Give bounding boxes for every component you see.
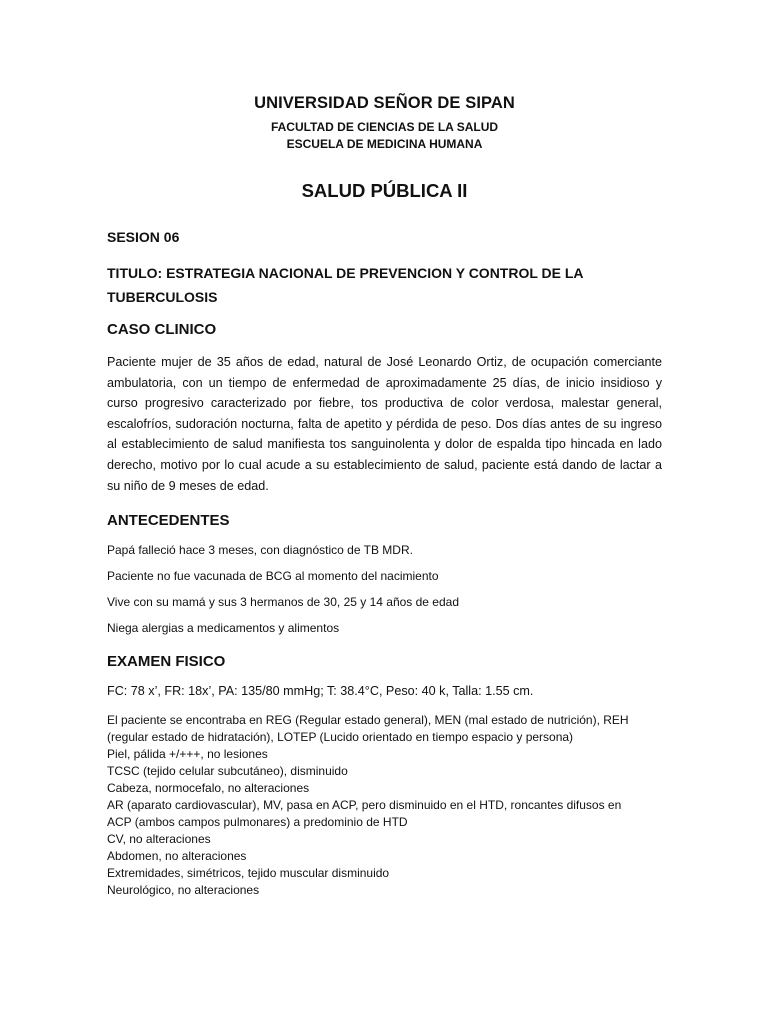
university-name: UNIVERSIDAD SEÑOR DE SIPAN	[254, 94, 515, 112]
case-text: Paciente mujer de 35 años de edad, natural de José Leonardo Ortiz, de ocupación comerciante ambulatoria, con un tiempo de enfermedad de aproximadamente 25 días, de inicio insidioso y curso progresivo caracterizado por fiebre, tos productiva de color verdosa, malestar general, escalofríos, sudoración nocturna, falta de apetito y pérdida de peso. Dos días antes de su ingreso al establecimiento de salud manifiesta tos sanguinolenta y dolor de espalda tipo hincada en lado derecho, motivo por lo cual acude a su establecimiento de salud, paciente está dando de lactar a su niño de 9 meses de edad.	[107, 355, 662, 493]
exam-line: CV, no alteraciones	[107, 832, 211, 847]
antecedente-item: Papá falleció hace 3 meses, con diagnóstico de TB MDR.	[107, 543, 413, 558]
antecedente-item: Vive con su mamá y sus 3 hermanos de 30, 25 y 14 años de edad	[107, 595, 459, 610]
exam-line: Abdomen, no alteraciones	[107, 849, 247, 864]
faculty-name: FACULTAD DE CIENCIAS DE LA SALUD	[270, 120, 499, 134]
exam-findings	[107, 712, 662, 899]
exam-line: TCSC (tejido celular subcutáneo), disminuido	[107, 764, 348, 779]
exam-line: AR (aparato cardiovascular), MV, pasa en ACP, pero disminuido en el HTD, roncantes difusos en	[107, 798, 622, 813]
exam-line: Neurológico, no alteraciones	[107, 883, 260, 898]
exam-line: El paciente se encontraba en REG (Regular estado general), MEN (mal estado de nutrición), REH	[107, 713, 629, 728]
school-name: ESCUELA DE MEDICINA HUMANA	[286, 137, 483, 151]
case-heading: CASO CLINICO	[107, 321, 217, 338]
antecedentes-heading: ANTECEDENTES	[107, 512, 230, 530]
exam-heading: EXAMEN FISICO	[107, 653, 226, 671]
session-label: SESION 06	[107, 229, 180, 245]
document-content	[107, 94, 662, 899]
exam-line: (regular estado de hidratación), LOTEP (Lucido orientado en tiempo espacio y persona)	[107, 730, 574, 745]
document-title: TITULO: ESTRATEGIA NACIONAL DE PREVENCION Y CONTROL DE LA TUBERCULOSIS	[107, 265, 584, 305]
exam-line: Cabeza, normocefalo, no alteraciones	[107, 781, 310, 796]
antecedentes-list	[107, 543, 662, 635]
exam-line: ACP (ambos campos pulmonares) a predominio de HTD	[107, 815, 408, 830]
antecedente-item: Niega alergias a medicamentos y alimentos	[107, 621, 340, 636]
vital-signs: FC: 78 x’, FR: 18x’, PA: 135/80 mmHg; T: 38.4°C, Peso: 40 k, Talla: 1.55 cm.	[107, 684, 534, 699]
antecedente-item: Paciente no fue vacunada de BCG al momento del nacimiento	[107, 569, 439, 584]
course-title: SALUD PÚBLICA II	[301, 180, 468, 201]
exam-line: Extremidades, simétricos, tejido muscular disminuido	[107, 866, 390, 881]
exam-line: Piel, pálida +/+++, no lesiones	[107, 747, 268, 762]
